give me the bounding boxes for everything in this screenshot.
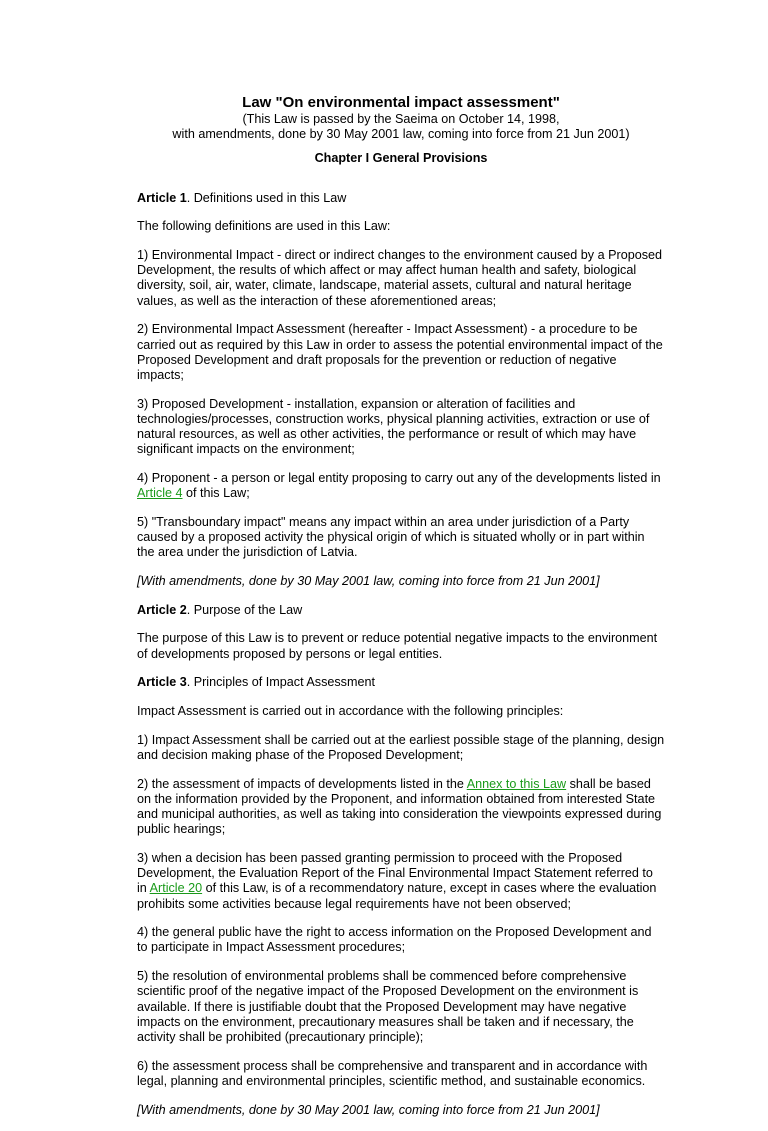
amendment-text: [With amendments, done by 30 May 2001 law, coming into force from 21 Jun 2001] [137,1102,600,1117]
article-title: . Principles of Impact Assessment [186,675,375,690]
text: of this Law; [182,486,250,501]
article-title: . Purpose of the Law [186,602,303,617]
paragraph: 5) "Transboundary impact" means any impact within an area under jurisdiction of a Party caused by a proposed activity the physical origin of which is situated wholly or in part within the area under the jurisdiction of Latvia. [137,514,645,560]
paragraph [137,471,665,501]
amendment-note [137,1103,665,1118]
article-title: . Definitions used in this Law [186,190,347,205]
article-1-heading [137,191,665,206]
subtitle-line-2: with amendments, done by 30 May 2001 law, coming into force from 21 Jun 2001) [172,127,630,142]
document [137,94,665,1131]
text: of this Law, is of a recommendatory nature, except in cases where the evaluation prohibits some activities because legal requirements have not been observed; [137,881,657,911]
article-label: Article 1 [137,190,187,205]
text: 2) the assessment of impacts of developments listed in the [137,776,467,791]
amendment-text: [With amendments, done by 30 May 2001 law, coming into force from 21 Jun 2001] [137,573,600,588]
paragraph: 2) Environmental Impact Assessment (hereafter - Impact Assessment) - a procedure to be carried out as required by this Law in order to assess the potential environmental impact of the Proposed Development and draft proposals for the prevention or reduction of negative impacts; [137,322,663,382]
article-label: Article 3 [137,675,187,690]
document-title: Law "On environmental impact assessment" [242,94,560,111]
article-3-heading [137,675,665,690]
text: 3) when a decision has been passed granting permission to proceed with the Proposed Development, the Evaluation Report of the Final Environmental Impact Statement referred to in [137,850,653,896]
text: 4) Proponent - a person or legal entity proposing to carry out any of the developments listed in [137,470,661,485]
paragraph [137,777,665,838]
article-2-heading [137,603,665,618]
paragraph: The following definitions are used in this Law: [137,219,391,234]
paragraph: 6) the assessment process shall be comprehensive and transparent and in accordance with legal, planning and environmental principles, scientific method, and sustainable economics. [137,1058,648,1088]
subtitle-line-1: (This Law is passed by the Saeima on October 14, 1998, [242,112,560,126]
article-4-link[interactable]: Article 4 [137,486,183,501]
paragraph: 1) Impact Assessment shall be carried out at the earliest possible stage of the planning, design and decision making phase of the Proposed Development; [137,732,665,762]
amendment-note [137,574,665,589]
chapter-heading: Chapter I General Provisions [314,151,488,166]
paragraph: The purpose of this Law is to prevent or reduce potential negative impacts to the environment of developments proposed by persons or legal entities. [137,631,658,661]
paragraph [137,851,665,912]
article-label: Article 2 [137,602,187,617]
paragraph: 5) the resolution of environmental problems shall be commenced before comprehensive scientific proof of the negative impact of the Proposed Development on the environment is available. If there is justifiable doubt that the Proposed Development may have negative impacts on the environment, precautionary measures shall be taken and if necessary, the activity shall be prohibited (precautionary principle); [137,969,639,1044]
paragraph: 3) Proposed Development - installation, expansion or alteration of facilities and technologies/processes, construction works, physical planning activities, extraction or use of natural resources, as well as other activities, the performance or result of which may have significant impacts on the environment; [137,396,650,457]
annex-link[interactable]: Annex to this Law [466,776,567,791]
text: shall be based on the information provided by the Proponent, and information obtained from interested State and municipal authorities, as well as taking into consideration the viewpoints expressed during public hearings; [137,776,662,837]
paragraph: Impact Assessment is carried out in accordance with the following principles: [137,703,564,718]
article-20-link[interactable]: Article 20 [149,881,203,896]
paragraph: 1) Environmental Impact - direct or indirect changes to the environment caused by a Proposed Development, the results of which affect or may affect human health and safety, biological diversity, soil, air, water, climate, landscape, material assets, cultural and natural heritage values, as well as the interaction of these aforementioned areas; [137,248,663,308]
paragraph: 4) the general public have the right to access information on the Proposed Development and to participate in Impact Assessment procedures; [137,925,652,955]
